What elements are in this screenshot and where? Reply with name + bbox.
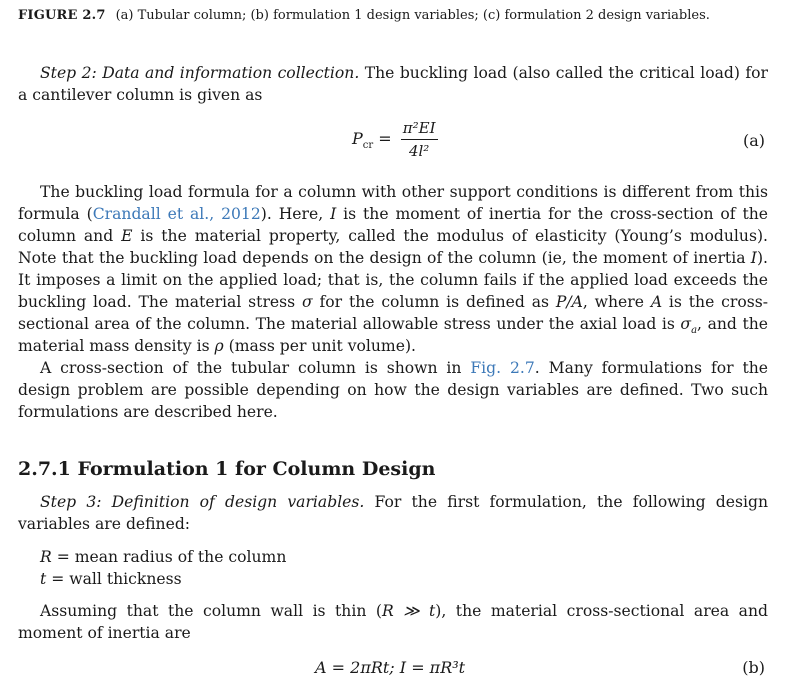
step2-text: The buckling load (also called the critical load) for a cantilever column is given as [18,64,768,104]
equation-b-label: (b) [742,658,765,677]
figure-label: FIGURE 2.7 [18,8,106,23]
var-sigma: σ [301,293,313,311]
step2-title: Step 2: Data and information collection. [40,64,360,82]
paragraph-cross-section [18,357,768,423]
eq-a-lhs-sub: cr [362,140,374,152]
para1-text-9: , and the material mass density is [18,315,768,355]
para1-text-4: is the material property, called the modulus of elasticity (Young’s modulus). Note that the buckling load depends on the design of the column (ie, the moment of inertia [18,227,768,267]
equation-a: $P_{cr}$ = $\frac{\text{π²EI}}{\text{4l²}}$ [352,119,436,160]
var-t-desc: = wall thickness [46,570,182,588]
eq-a-numerator: π²EI [401,117,438,140]
para1-text-7: , where [582,293,651,311]
var-E: E [121,227,133,245]
para1-text-10: (mass per unit volume). [223,337,416,355]
para1-text-2: ). Here, [260,205,331,223]
para1-text-5: ). It imposes a limit on the applied load; that is, the column fails if the applied load exceeds the buckling load. The material stress [18,249,768,311]
var-rho: ρ [214,337,224,355]
eq-a-denominator: 4l² [408,142,430,160]
section-heading: 2.7.1 Formulation 1 for Column Design [18,458,436,480]
var-A: A [650,293,663,311]
eq-a-lhs: P [352,129,363,148]
var-t: t [40,570,47,588]
paragraph-buckling [18,181,768,357]
eq-a-fraction [401,117,438,162]
var-I: I [330,205,337,223]
para2-text-1: A cross-section of the tubular column is shown in [40,359,471,377]
para2-text-2: . Many formulations for the design problem are possible depending on how the design variables are defined. Two such formulations are described here. [18,359,768,421]
var-I-2: I [750,249,757,267]
var-R-desc: = mean radius of the column [51,548,287,566]
step2-paragraph [18,62,768,106]
step3-text: For the first formulation, the following design variables are defined: [18,493,768,533]
variable-item [40,568,286,590]
equation-b: A = 2πRt; I = πR³t [315,658,466,677]
expr-P-over-A: P/A [555,293,583,311]
var-sigma-a-sub: a [691,325,698,337]
para3-text-2: ), the material cross-sectional area and moment of inertia are [18,602,768,642]
var-sigma-a: σ [680,315,692,333]
para1-text-3: is the moment of inertia for the cross-section of the column and [18,205,769,245]
paragraph-thin-wall [18,600,768,644]
citation-link[interactable]: Crandall et al., 2012 [92,205,261,223]
figure-caption [18,6,778,26]
variable-list [40,546,286,590]
figure-caption-text: (a) Tubular column; (b) formulation 1 design variables; (c) formulation 2 design variables. [115,8,710,23]
para1-text-1: The buckling load formula for a column with other support conditions is different from this formula ( [18,183,768,223]
figure-ref-link[interactable]: Fig. 2.7 [470,359,535,377]
thin-wall-condition: R ≫ t [381,602,436,620]
equation-a-label: (a) [742,131,765,150]
variable-item [40,546,286,568]
para1-text-8: is the cross-sectional area of the column. The material allowable stress under the axial load is [18,293,768,333]
step3-paragraph [18,491,768,535]
step3-title: Step 3: Definition of design variables. [40,493,365,511]
para1-text-6: for the column is defined as [312,293,556,311]
var-R: R [40,548,52,566]
para3-text-1: Assuming that the column wall is thin ( [40,602,382,620]
